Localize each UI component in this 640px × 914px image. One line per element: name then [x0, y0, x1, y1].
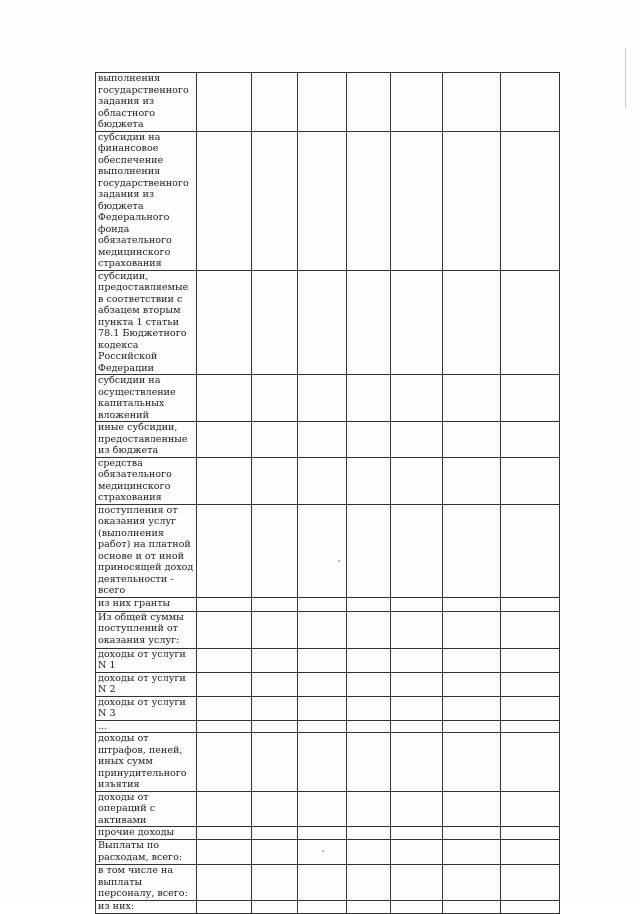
- value-cell: [298, 73, 347, 132]
- table-row: [96, 720, 560, 733]
- table-row: [96, 457, 560, 504]
- value-cell: [443, 720, 500, 733]
- value-cell: [500, 840, 559, 865]
- value-cell: [391, 648, 443, 672]
- value-cell: [443, 900, 500, 913]
- table-row: [96, 840, 560, 865]
- value-cell: [197, 504, 252, 597]
- value-cell: [347, 375, 391, 422]
- value-cell: [298, 840, 347, 865]
- row-label: доходы от услуги N 3: [96, 696, 197, 720]
- value-cell: [443, 672, 500, 696]
- value-cell: [298, 648, 347, 672]
- value-cell: [298, 900, 347, 913]
- value-cell: [197, 597, 252, 611]
- table-row: [96, 131, 560, 270]
- value-cell: [197, 131, 252, 270]
- value-cell: [391, 672, 443, 696]
- value-cell: [391, 865, 443, 901]
- value-cell: [347, 720, 391, 733]
- value-cell: [347, 457, 391, 504]
- row-label: в том числе на выплаты персоналу, всего:: [96, 865, 197, 901]
- scan-edge-mark: [625, 48, 626, 108]
- value-cell: [252, 791, 298, 827]
- value-cell: [443, 73, 500, 132]
- table-row: [96, 375, 560, 422]
- value-cell: [500, 720, 559, 733]
- value-cell: [252, 504, 298, 597]
- row-label: доходы от услуги N 2: [96, 672, 197, 696]
- value-cell: [500, 73, 559, 132]
- value-cell: [500, 597, 559, 611]
- value-cell: [500, 648, 559, 672]
- value-cell: [298, 270, 347, 375]
- value-cell: [298, 597, 347, 611]
- row-label: из них гранты: [96, 597, 197, 611]
- value-cell: [347, 840, 391, 865]
- value-cell: [252, 422, 298, 458]
- value-cell: [391, 73, 443, 132]
- value-cell: [500, 791, 559, 827]
- value-cell: [391, 597, 443, 611]
- value-cell: [391, 900, 443, 913]
- value-cell: [347, 597, 391, 611]
- row-label: доходы от услуги N 1: [96, 648, 197, 672]
- value-cell: [197, 791, 252, 827]
- value-cell: [197, 422, 252, 458]
- value-cell: [252, 73, 298, 132]
- budget-table: [95, 72, 560, 914]
- value-cell: [347, 696, 391, 720]
- value-cell: [252, 720, 298, 733]
- value-cell: [500, 457, 559, 504]
- row-label: субсидии на осуществление капитальных вложений: [96, 375, 197, 422]
- value-cell: [443, 865, 500, 901]
- value-cell: [500, 672, 559, 696]
- value-cell: [500, 696, 559, 720]
- value-cell: [298, 720, 347, 733]
- value-cell: [500, 900, 559, 913]
- value-cell: [500, 733, 559, 792]
- value-cell: [347, 672, 391, 696]
- value-cell: [298, 422, 347, 458]
- value-cell: [252, 131, 298, 270]
- value-cell: [347, 827, 391, 840]
- table-row: [96, 648, 560, 672]
- row-label: субсидии на финансовое обеспечение выполнения государственного задания из бюджета Федерального фонда обязательного медицинского страхования: [96, 131, 197, 270]
- table-row: [96, 597, 560, 611]
- table-row: [96, 733, 560, 792]
- value-cell: [197, 696, 252, 720]
- value-cell: [391, 611, 443, 648]
- row-label: иные субсидии, предоставленные из бюджета: [96, 422, 197, 458]
- table-row: [96, 900, 560, 913]
- value-cell: [500, 827, 559, 840]
- value-cell: [391, 840, 443, 865]
- value-cell: [391, 696, 443, 720]
- value-cell: [252, 457, 298, 504]
- value-cell: [443, 696, 500, 720]
- value-cell: [197, 840, 252, 865]
- row-label: Выплаты по расходам, всего:: [96, 840, 197, 865]
- value-cell: [443, 611, 500, 648]
- value-cell: [391, 827, 443, 840]
- value-cell: [197, 865, 252, 901]
- value-cell: [252, 672, 298, 696]
- value-cell: [391, 733, 443, 792]
- value-cell: [443, 270, 500, 375]
- table-row: [96, 791, 560, 827]
- value-cell: [197, 648, 252, 672]
- value-cell: [298, 504, 347, 597]
- value-cell: [298, 827, 347, 840]
- table-row: [96, 504, 560, 597]
- table-row: [96, 827, 560, 840]
- value-cell: [252, 696, 298, 720]
- value-cell: [443, 648, 500, 672]
- value-cell: [391, 422, 443, 458]
- value-cell: [298, 131, 347, 270]
- value-cell: [391, 791, 443, 827]
- value-cell: [197, 375, 252, 422]
- value-cell: [252, 733, 298, 792]
- value-cell: [500, 375, 559, 422]
- budget-table-body: [96, 73, 560, 914]
- value-cell: [347, 422, 391, 458]
- table-row: [96, 865, 560, 901]
- value-cell: [252, 827, 298, 840]
- value-cell: [197, 672, 252, 696]
- value-cell: [500, 504, 559, 597]
- value-cell: [298, 696, 347, 720]
- value-cell: [500, 611, 559, 648]
- value-cell: [391, 457, 443, 504]
- row-label: доходы от операций с активами: [96, 791, 197, 827]
- row-label: выполнения государственного задания из областного бюджета: [96, 73, 197, 132]
- value-cell: [347, 900, 391, 913]
- table-row: [96, 270, 560, 375]
- value-cell: [443, 840, 500, 865]
- value-cell: [443, 131, 500, 270]
- value-cell: [500, 131, 559, 270]
- value-cell: [391, 720, 443, 733]
- value-cell: [197, 900, 252, 913]
- value-cell: [252, 865, 298, 901]
- value-cell: [500, 270, 559, 375]
- value-cell: [443, 375, 500, 422]
- value-cell: [347, 611, 391, 648]
- value-cell: [347, 865, 391, 901]
- table-row: [96, 696, 560, 720]
- row-label: прочие доходы: [96, 827, 197, 840]
- value-cell: [443, 422, 500, 458]
- value-cell: [252, 611, 298, 648]
- value-cell: [197, 733, 252, 792]
- value-cell: [197, 270, 252, 375]
- table-row: [96, 422, 560, 458]
- value-cell: [298, 457, 347, 504]
- row-label: доходы от штрафов, пеней, иных сумм принудительного изъятия: [96, 733, 197, 792]
- row-label: из них:: [96, 900, 197, 913]
- value-cell: [252, 648, 298, 672]
- value-cell: [252, 840, 298, 865]
- value-cell: [298, 672, 347, 696]
- value-cell: [252, 900, 298, 913]
- value-cell: [443, 597, 500, 611]
- value-cell: [347, 648, 391, 672]
- value-cell: [391, 375, 443, 422]
- value-cell: [252, 270, 298, 375]
- table-row: [96, 73, 560, 132]
- value-cell: [347, 733, 391, 792]
- value-cell: [391, 504, 443, 597]
- value-cell: [298, 733, 347, 792]
- value-cell: [298, 865, 347, 901]
- value-cell: [443, 791, 500, 827]
- value-cell: [347, 270, 391, 375]
- row-label: субсидии, предоставляемые в соответствии с абзацем вторым пункта 1 статьи 78.1 Бюджетного кодекса Российской Федерации: [96, 270, 197, 375]
- value-cell: [391, 270, 443, 375]
- value-cell: [347, 131, 391, 270]
- value-cell: [443, 504, 500, 597]
- row-label: ...: [96, 720, 197, 733]
- value-cell: [443, 827, 500, 840]
- row-label: Из общей суммы поступлений от оказания услуг:: [96, 611, 197, 648]
- value-cell: [252, 597, 298, 611]
- value-cell: [197, 827, 252, 840]
- value-cell: [500, 422, 559, 458]
- row-label: средства обязательного медицинского страхования: [96, 457, 197, 504]
- value-cell: [252, 375, 298, 422]
- value-cell: [298, 611, 347, 648]
- value-cell: [443, 457, 500, 504]
- value-cell: [197, 720, 252, 733]
- table-row: [96, 672, 560, 696]
- table-row: [96, 611, 560, 648]
- value-cell: [443, 733, 500, 792]
- value-cell: [298, 791, 347, 827]
- value-cell: [197, 457, 252, 504]
- value-cell: [347, 73, 391, 132]
- value-cell: [500, 865, 559, 901]
- value-cell: [197, 73, 252, 132]
- row-label: поступления от оказания услуг (выполнения работ) на платной основе и от иной приносящей доход деятельности - всего: [96, 504, 197, 597]
- value-cell: [347, 791, 391, 827]
- value-cell: [298, 375, 347, 422]
- value-cell: [347, 504, 391, 597]
- value-cell: [391, 131, 443, 270]
- value-cell: [197, 611, 252, 648]
